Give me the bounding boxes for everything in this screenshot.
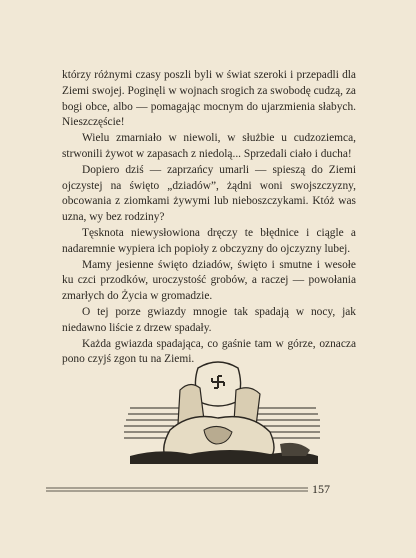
footer-rule [46, 487, 308, 492]
mourner-woodcut-illustration [120, 360, 324, 470]
paragraph: Mamy jesienne święto dziadów, święto i smutne i wesołe ku czci przodków, uroczystość grobów, a raczej — powołania zmarłych do Życia w gromadzie. [62, 258, 356, 303]
paragraph: Dopiero dziś — zaprzańcy umarli — spieszą do Ziemi ojczystej na święto „dziadów”, żądni woni swojszczyzny, obcowania z ziomkami żywymi lub nieboszczykami. Któż was uzna, wy bez rodziny? [62, 163, 356, 224]
paragraph: Każda gwiazda spadająca, co gaśnie tam w górze, oznacza pono czyjś zgon tu na Ziemi. [62, 337, 356, 366]
paragraph: Wielu zmarniało w niewoli, w służbie u cudzoziemca, strwonili żywot w zapasach z niedolą... Sprzedali ciało i ducha! [62, 132, 356, 160]
paragraph: O tej porze gwiazdy mnogie tak spadają w nocy, jak niedawno liście z drzew spadały. [62, 305, 356, 334]
paragraph: Tęsknota niewysłowiona dręczy te błędnice i ciągle a nadaremnie wypiera ich popioły z obczyzny do ojczyzny lubej. [62, 226, 356, 255]
paragraph: którzy różnymi czasy poszli byli w świat szeroki i przepadli dla Ziemi swojej. Poginęli w wojnach srogich za swobodę cudzą, za bogi obce, albo — pomagając mocnym do ujarzmienia słabych. Nieszczęście! [62, 69, 356, 129]
page-number: 157 [312, 482, 330, 496]
body-text [62, 68, 356, 368]
